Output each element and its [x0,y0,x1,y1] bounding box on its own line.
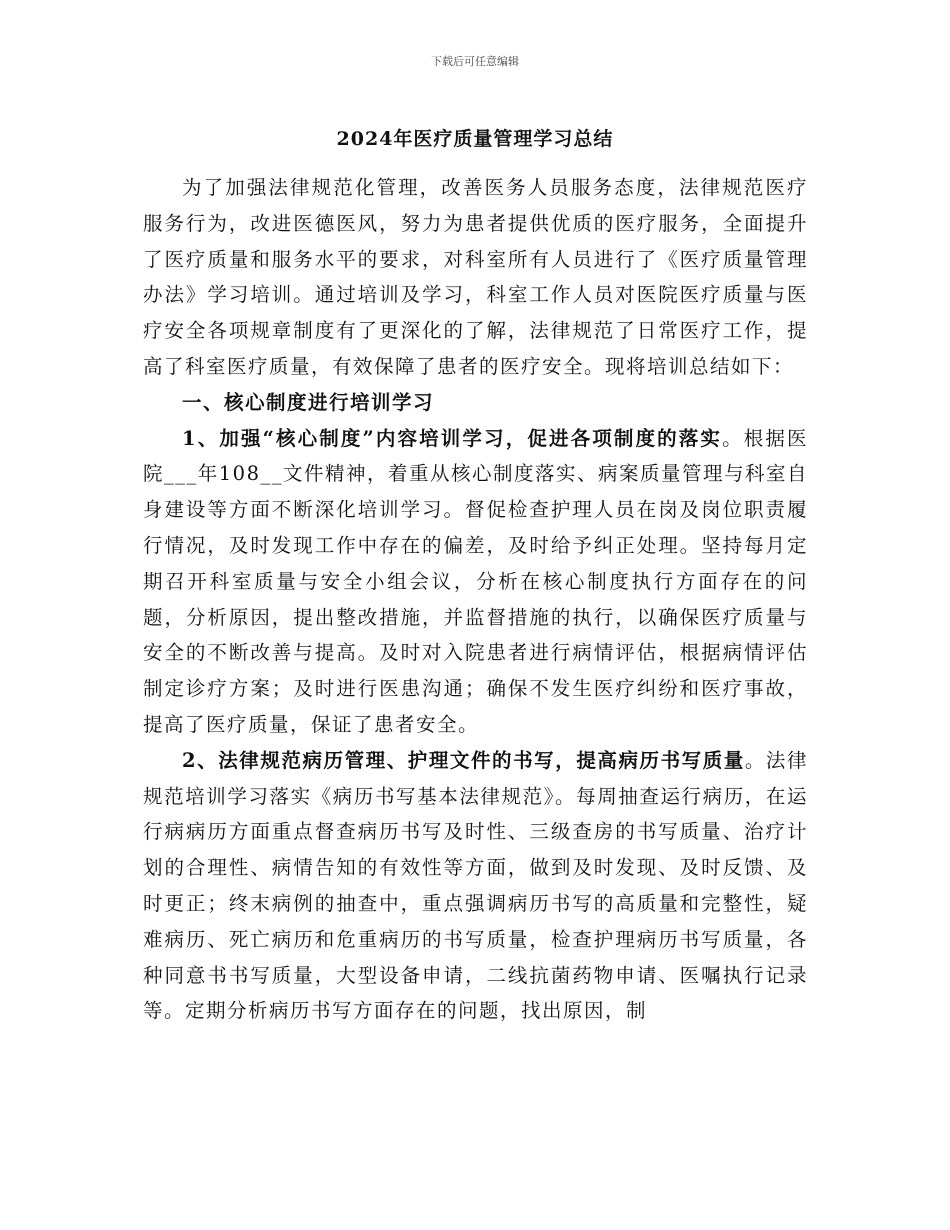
document-body [143,170,808,1029]
item-2-lead: 2、法律规范病历管理、护理文件的书写，提高病历书写质量 [182,748,745,772]
item-2-paragraph [143,743,808,1029]
item-1-lead: 1、加强“核心制度”内容培训学习，促进各项制度的落实 [182,426,723,450]
intro-paragraph: 为了加强法律规范化管理，改善医务人员服务态度，法律规范医疗服务行为，改进医德医风，努力为患者提供优质的医疗服务，全面提升了医疗质量和服务水平的要求，对科室所有人员进行了《医疗质量管理办法》学习培训。通过培训及学习，科室工作人员对医院医疗质量与医疗安全各项规章制度有了更深化的了解，法律规范了日常医疗工作，提高了科室医疗质量，有效保障了患者的医疗安全。现将培训总结如下： [143,176,808,378]
document-title: 2024年医疗质量管理学习总结 [336,128,614,150]
item-1-paragraph [143,421,808,743]
download-note: 下载后可任意编辑 [431,55,519,68]
section-heading-core-system: 一、核心制度进行培训学习 [182,390,435,414]
item-2-text: 。法律规范培训学习落实《病历书写基本法律规范》。每周抽查运行病历，在运行病病历方面重点督查病历书写及时性、三级查房的书写质量、治疗计划的合理性、病情告知的有效性等方面，做到及时发现、及时反馈、及时更正；终末病例的抽查中，重点强调病历书写的高质量和完整性，疑难病历、死亡病历和危重病历的书写质量，检查护理病历书写质量，各种同意书书写质量，大型设备申请，二线抗菌药物申请、医嘱执行记录等。定期分析病历书写方面存在的问题，找出原因，制 [143,748,808,1023]
item-1-text: 。根据医院___年108__文件精神，着重从核心制度落实、病案质量管理与科室自身建设等方面不断深化培训学习。督促检查护理人员在岗及岗位职责履行情况，及时发现工作中存在的偏差，及时给予纠正处理。坚持每月定期召开科室质量与安全小组会议，分析在核心制度执行方面存在的问题，分析原因，提出整改措施，并监督措施的执行，以确保医疗质量与安全的不断改善与提高。及时对入院患者进行病情评估，根据病情评估制定诊疗方案；及时进行医患沟通；确保不发生医疗纠纷和医疗事故，提高了医疗质量，保证了患者安全。 [143,426,808,736]
